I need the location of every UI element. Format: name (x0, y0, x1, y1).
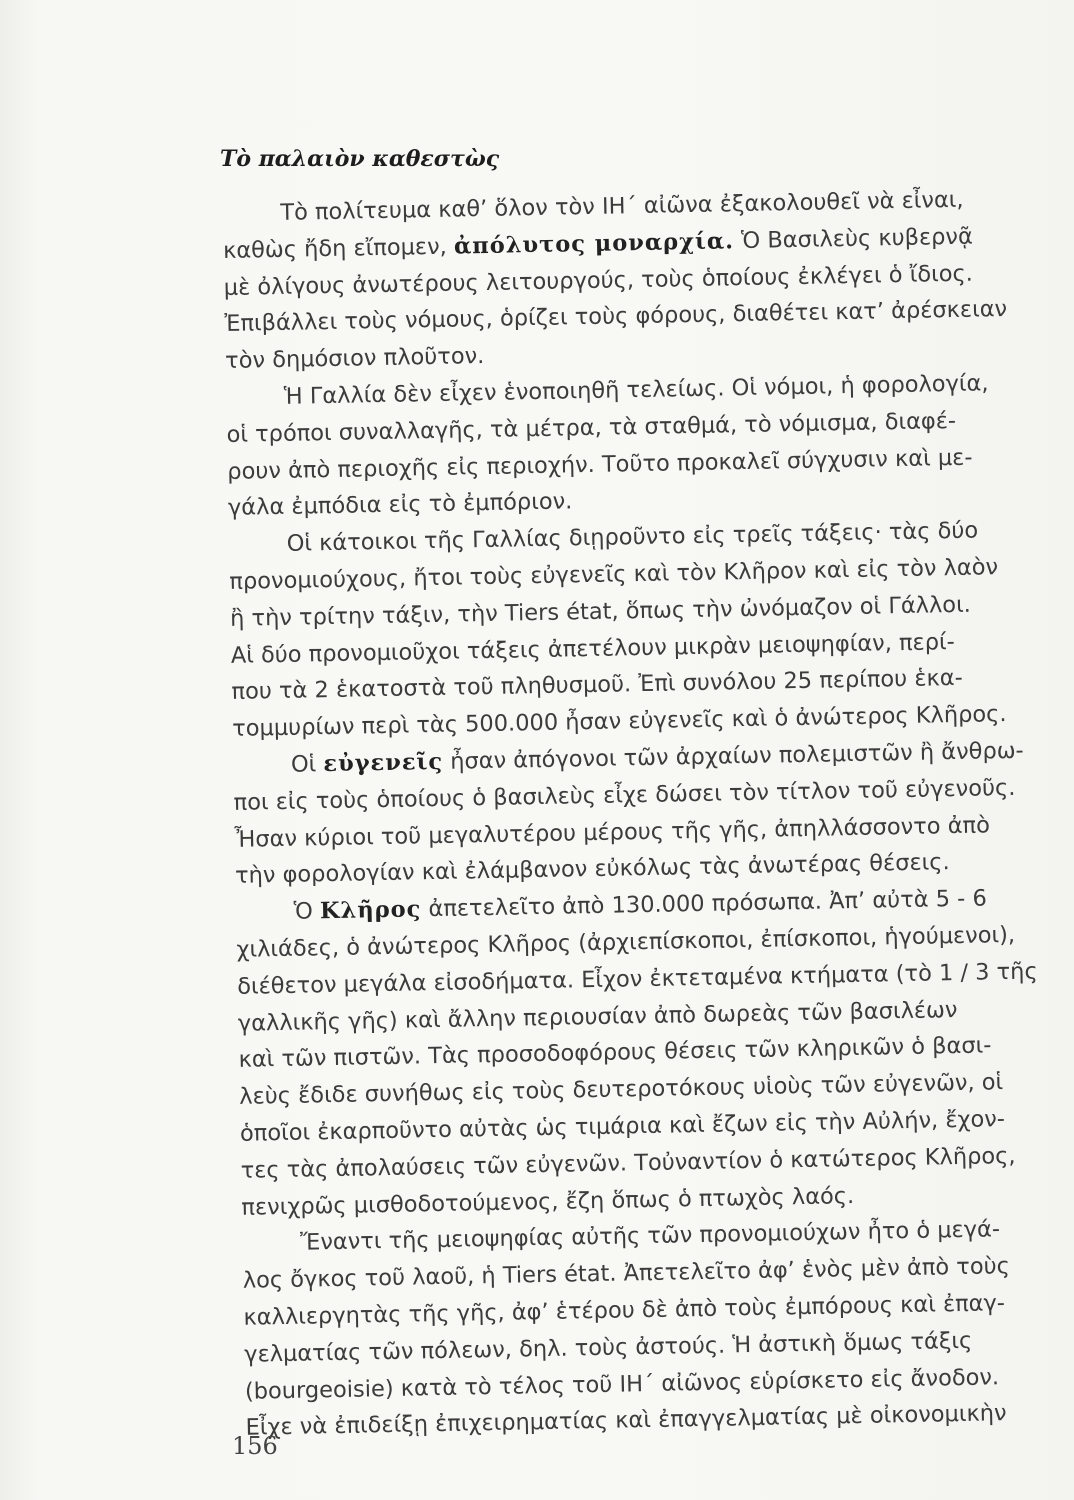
body-text (222, 180, 1074, 1447)
text-segment: γελματίας τῶν πόλεων, δηλ. τοὺς ἀστούς. Ἡ ἀστικὴ ὅμως τάξις (243, 1327, 973, 1368)
text-segment: Ἡ Γαλλία δὲν εἶχεν ἑνοποιηθῆ τελείως. Οἱ νόμοι, ἡ φορολογία, (283, 370, 989, 410)
text-segment: Εἶχε νὰ ἐπιδείξῃ ἐπιχειρηματίας καὶ ἐπαγγελματίας μὲ οἰκονομικὴν (245, 1400, 1007, 1442)
page-number: 156 (232, 1432, 278, 1460)
text-segment: Ἦσαν κύριοι τοῦ μεγαλυτέρου μέρους τῆς γῆς, ἀπηλλάσσοντο ἀπὸ (234, 811, 991, 853)
text-segment: Ὁ Βασιλεὺς κυβερνᾷ (733, 223, 974, 254)
text-segment: (bourgeoisie) κατὰ τὸ τέλος τοῦ ΙΗ΄ αἰῶνος εὑρίσκετο εἰς ἄνοδον. (244, 1363, 1000, 1405)
text-segment: Ἐπιβάλλει τοὺς νόμους, ὁρίζει τοὺς φόρους, διαθέτει κατ’ ἀρέσκειαν (224, 296, 1008, 338)
text-segment: λος ὄγκος τοῦ λαοῦ, ἡ Tiers état. Ἀπετελεῖτο ἀφ’ ἑνὸς μὲν ἀπὸ τοὺς (242, 1253, 1011, 1294)
text-segment: γάλα ἐμπόδια εἰς τὸ ἐμπόριον. (227, 488, 573, 522)
section-heading: Τὸ παλαιὸν καθεστὼς (220, 146, 500, 172)
text-segment: μὲ ὀλίγους ἀνωτέρους λειτουργούς, τοὺς ὁποίους ἐκλέγει ὁ ἴδιος. (223, 260, 974, 301)
text-segment: Οἱ (290, 751, 324, 778)
text-segment: λεὺς ἔδιδε συνήθως εἰς τοὺς δευτεροτόκους υἱοὺς τῶν εὐγενῶν, οἱ (239, 1069, 1004, 1110)
text-segment: προνομιούχους, ἤτοι τοὺς εὐγενεῖς καὶ τὸν Κλῆρον καὶ εἰς τὸν λαὸν (229, 554, 999, 595)
text-segment: τὸν δημόσιον πλοῦτον. (224, 343, 485, 375)
text-segment: καὶ τῶν πιστῶν. Τὰς προσοδοφόρους θέσεις τῶν κληρικῶν ὁ βασι- (238, 1032, 992, 1074)
text-segment: Οἱ κάτοικοι τῆς Γαλλίας διῃροῦντο εἰς τρεῖς τάξεις· τὰς δύο (286, 517, 979, 557)
text-segment: ἢ τὴν τρίτην τάξιν, τὴν Tiers état, ὅπως τὴν ὠνόμαζον οἱ Γάλλοι. (229, 591, 972, 632)
text-segment: ὁποῖοι ἐκαρποῦντο αὐτὰς ὡς τιμάρια καὶ ἔζων εἰς τὴν Αὐλήν, ἔχον- (239, 1106, 1006, 1147)
text-segment: ἦσαν ἀπόγονοι τῶν ἀρχαίων πολεμιστῶν ἢ ἄνθρω- (442, 737, 1024, 775)
text-segment: Τὸ πολίτευμα καθ’ ὅλον τὸν ΙΗ΄ αἰῶνα ἐξακολουθεῖ νὰ εἶναι, (280, 186, 964, 226)
text-segment: τες τὰς ἀπολαύσεις τῶν εὐγενῶν. Τοὐναντίον ὁ κατώτερος Κλῆρος, (240, 1142, 1016, 1184)
bold-term: εὐγενεῖς (323, 748, 444, 778)
text-segment: καλλιεργητὰς τῆς γῆς, ἀφ’ ἑτέρου δὲ ἀπὸ τοὺς ἐμπόρους καὶ ἐπαγ- (243, 1290, 1006, 1331)
text-segment: τὴν φορολογίαν καὶ ἐλάμβανον εὐκόλως τὰς ἀνωτέρας θέσεις. (234, 849, 950, 890)
text-segment: γαλλικῆς γῆς) καὶ ἄλλην περιουσίαν ἀπὸ δωρεὰς τῶν βασιλέων (237, 996, 958, 1037)
text-segment: χιλιάδες, ὁ ἀνώτερος Κλῆρος (ἀρχιεπίσκοποι, ἐπίσκοποι, ἡγούμενοι), (236, 921, 1016, 963)
text-segment: Αἱ δύο προνομιοῦχοι τάξεις ἀπετέλουν μικρὰν μειοψηφίαν, περί- (230, 628, 955, 669)
text-segment: ἀπετελεῖτο ἀπὸ 130.000 πρόσωπα. Ἀπ’ αὐτὰ 5 - 6 (421, 885, 988, 923)
text-segment: πενιχρῶς μισθοδοτούμενος, ἔζη ὅπως ὁ πτωχὸς λαός. (241, 1182, 855, 1221)
text-segment: Ἔναντι τῆς μειοψηφίας αὐτῆς τῶν προνομιούχων ἦτο ὁ μεγά- (299, 1216, 1001, 1257)
text-segment: Ὁ (293, 898, 321, 925)
text-segment: καθὼς ἤδη εἴπομεν, (222, 233, 455, 264)
bold-term: Κλῆρος (319, 896, 422, 925)
text-segment: διέθετον μεγάλα εἰσοδήματα. Εἶχον ἐκτεταμένα κτήματα (τὸ 1 / 3 τῆς (236, 958, 1038, 1000)
bold-term: ἀπόλυτος μοναρχία. (453, 227, 735, 260)
text-segment: ποι εἰς τοὺς ὁποίους ὁ βασιλεὺς εἶχε δώσει τὸν τίτλον τοῦ εὐγενοῦς. (233, 774, 1016, 816)
text-segment: οἱ τρόποι συναλλαγῆς, τὰ μέτρα, τὰ σταθμά, τὸ νόμισμα, διαφέ- (226, 407, 957, 448)
text-segment: ρουν ἀπὸ περιοχῆς εἰς περιοχήν. Τοῦτο προκαλεῖ σύγχυσιν καὶ με- (227, 444, 973, 485)
text-segment: τομμυρίων περὶ τὰς 500.000 ἦσαν εὐγενεῖς καὶ ὁ ἀνώτερος Κλῆρος. (231, 701, 1007, 743)
text-segment: που τὰ 2 ἑκατοστὰ τοῦ πληθυσμοῦ. Ἐπὶ συνόλου 25 περίπου ἑκα- (231, 665, 963, 706)
